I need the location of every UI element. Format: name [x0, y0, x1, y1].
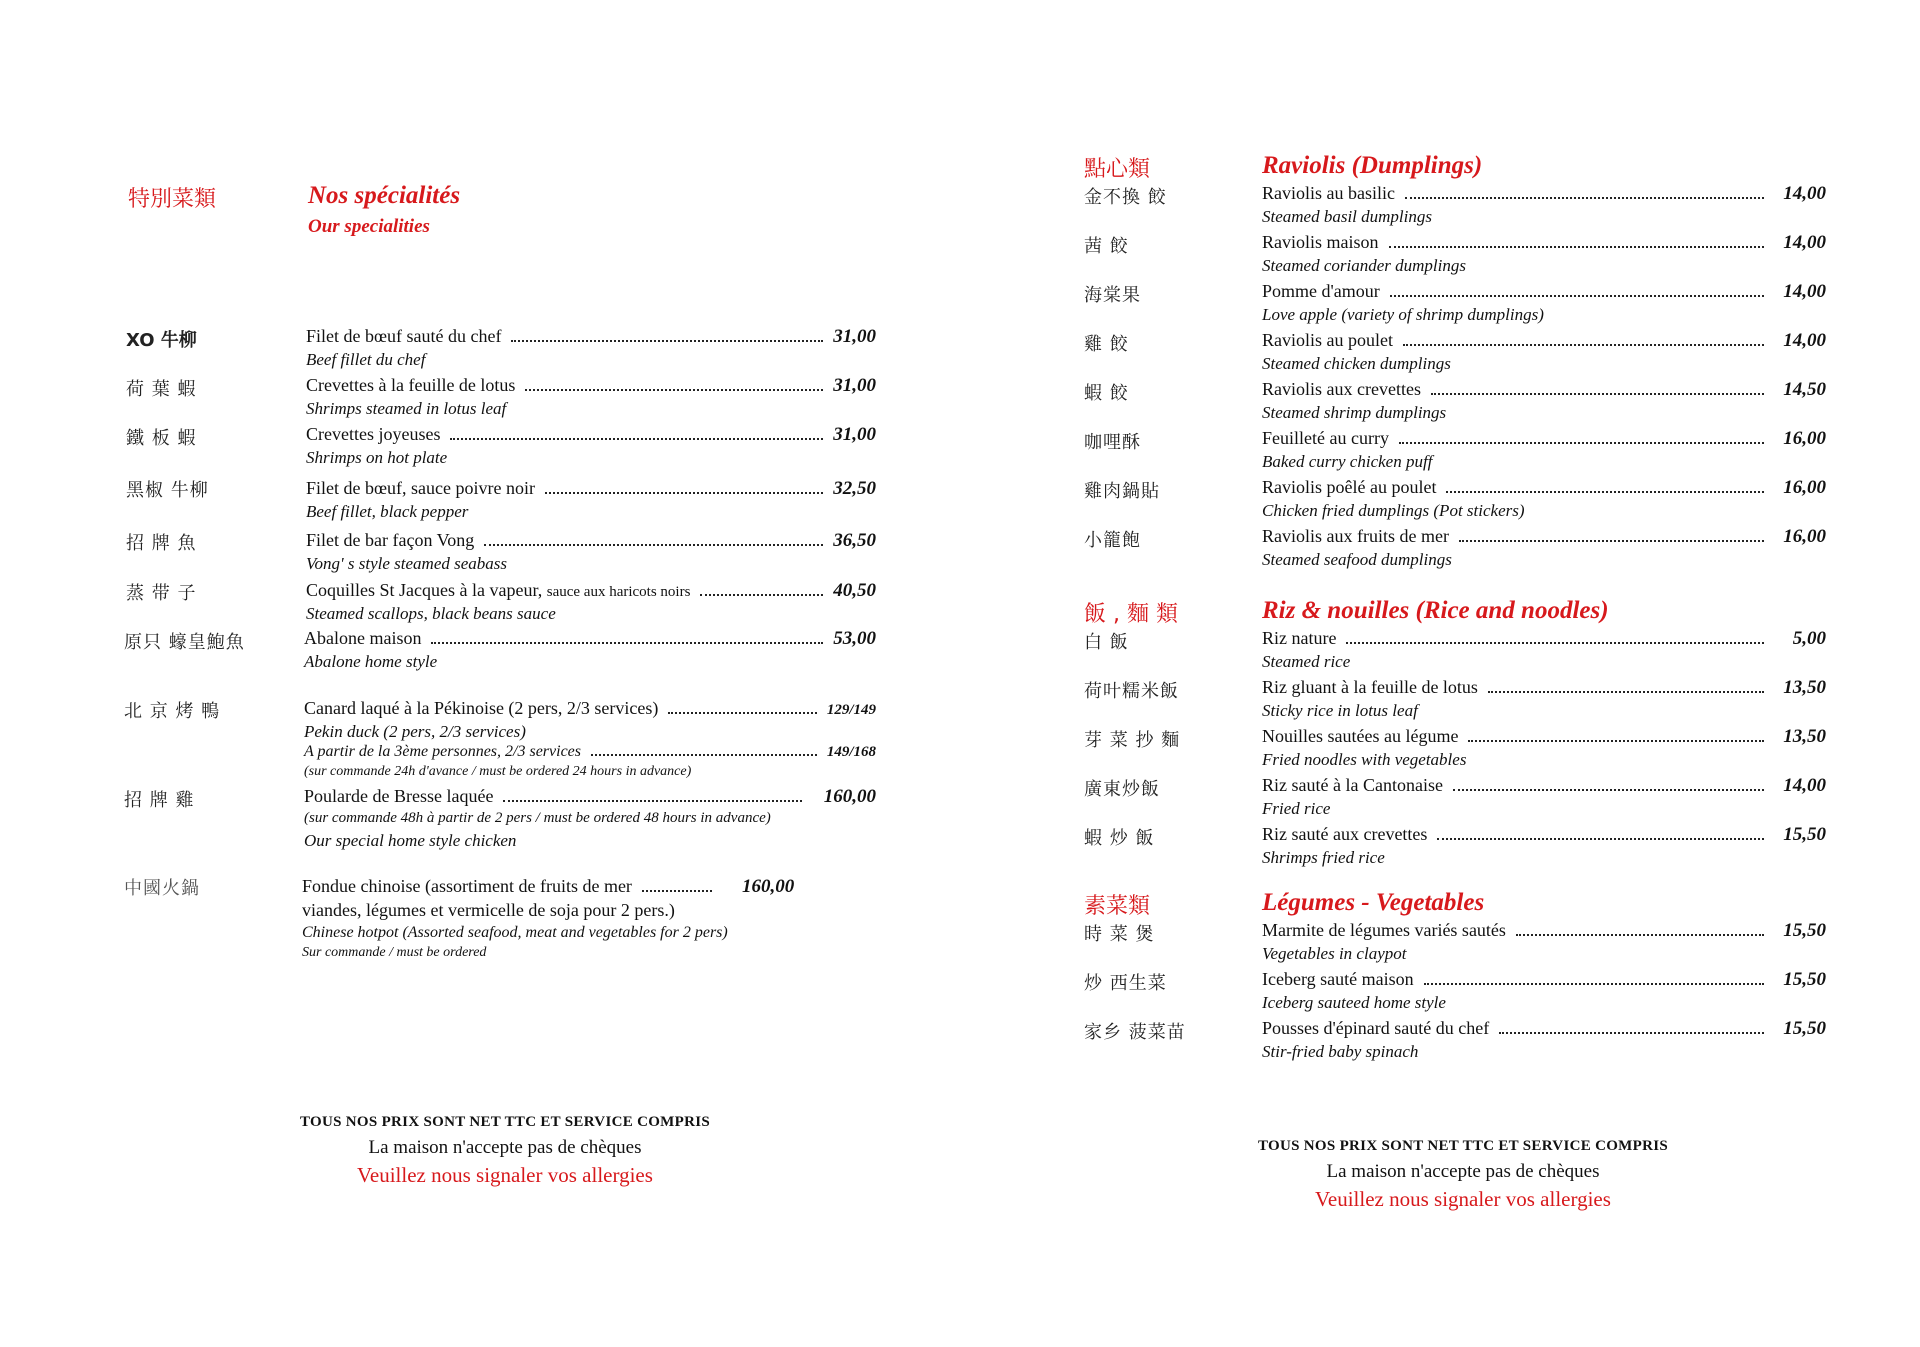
- dish-zh: 芽 菜 抄 麵: [1084, 730, 1181, 751]
- dish-zh: 家乡 菠菜苗: [1084, 1022, 1186, 1043]
- dish-name: Poularde de Bresse laquée: [304, 786, 494, 806]
- dish-english: Pekin duck (2 pers, 2/3 services): [304, 722, 526, 741]
- dish-price: 14,00: [1783, 330, 1826, 351]
- menu-item: [1262, 477, 1826, 524]
- dish-english: Steamed seafood dumplings: [1262, 550, 1452, 569]
- dish-english: Steamed scallops, black beans sauce: [306, 604, 556, 623]
- dish-name: Raviolis aux fruits de mer: [1262, 526, 1449, 546]
- footer-allergies-note: Veuillez nous signaler vos allergies: [357, 1163, 653, 1187]
- dish-price: 160,00: [823, 786, 876, 807]
- dish-zh: XO 牛柳: [126, 330, 197, 351]
- dish-english: Fried rice: [1262, 799, 1331, 818]
- dish-name: Raviolis maison: [1262, 232, 1379, 252]
- dish-english: Chinese hotpot (Assorted seafood, meat and vegetables for 2 pers): [302, 924, 728, 941]
- dish-name-continued: viandes, légumes et vermicelle de soja pour 2 pers.): [302, 900, 675, 920]
- dish-english: Love apple (variety of shrimp dumplings): [1262, 305, 1544, 324]
- dish-zh: 荷叶糯米飯: [1084, 681, 1179, 702]
- dish-zh: 雞肉鍋貼: [1084, 481, 1160, 502]
- dish-zh: 白 飯: [1084, 632, 1129, 653]
- dish-name: Iceberg sauté maison: [1262, 969, 1414, 989]
- footer-cheques-note: La maison n'accepte pas de chèques: [1326, 1161, 1600, 1182]
- menu-item: [1262, 379, 1826, 426]
- dish-name: Riz nature: [1262, 628, 1337, 648]
- dish-zh: 黑椒 牛柳: [126, 480, 209, 501]
- menu-item-chicken: [304, 786, 876, 854]
- dish-price: 14,00: [1783, 281, 1826, 302]
- dish-price: 32,50: [833, 478, 876, 499]
- footer-allergies-note: Veuillez nous signaler vos allergies: [1315, 1187, 1611, 1211]
- footer-cheques-note: La maison n'accepte pas de chèques: [368, 1137, 642, 1158]
- dish-price: 31,00: [833, 375, 876, 396]
- menu-item: [1262, 281, 1826, 328]
- dish-english: Vong' s style steamed seabass: [306, 554, 508, 573]
- dish-note: Sur commande / must be ordered: [302, 945, 487, 960]
- menu-item: [1262, 183, 1826, 230]
- dish-english: Beef fillet du chef: [306, 350, 426, 369]
- dish-price: 14,00: [1783, 232, 1826, 253]
- dish-zh: 北 京 烤 鴨: [124, 701, 221, 722]
- dish-price: 31,00: [833, 424, 876, 445]
- dish-name: Abalone maison: [304, 628, 422, 648]
- dish-name: Canard laqué à la Pékinoise (2 pers, 2/3 services): [304, 698, 659, 718]
- dish-name: Crevettes joyeuses: [306, 424, 441, 444]
- dish-name: Filet de bœuf sauté du chef: [306, 326, 502, 346]
- dish-english: Chicken fried dumplings (Pot stickers): [1262, 501, 1525, 520]
- dish-price: 14,50: [1783, 379, 1826, 400]
- dish-english: Steamed basil dumplings: [1262, 207, 1432, 226]
- menu-item: [1262, 1018, 1826, 1065]
- dish-english: Abalone home style: [304, 652, 438, 671]
- dish-english: Steamed rice: [1262, 652, 1351, 671]
- menu-item: [1262, 677, 1826, 724]
- dish-extra: A partir de la 3ème personnes, 2/3 services: [304, 743, 581, 760]
- section-subtitle-specialities: Our specialities: [308, 216, 430, 237]
- menu-item: [1262, 330, 1826, 377]
- section-zh-specialities: 特別菜類: [128, 187, 217, 212]
- dish-price: 53,00: [833, 628, 876, 649]
- dish-zh: 中國火鍋: [124, 878, 200, 899]
- dish-english: Baked curry chicken puff: [1262, 452, 1433, 471]
- footer-prices-note: TOUS NOS PRIX SONT NET TTC ET SERVICE COMPRIS: [1257, 1138, 1669, 1154]
- dish-zh: 荷 葉 蝦: [126, 379, 197, 400]
- dish-zh: 海棠果: [1084, 285, 1141, 306]
- dish-zh: 雞 餃: [1084, 334, 1129, 355]
- menu-item: [1262, 824, 1826, 871]
- menu-item: [1262, 920, 1826, 967]
- dish-zh: 蝦 餃: [1084, 383, 1129, 404]
- dish-name: Crevettes à la feuille de lotus: [306, 375, 516, 395]
- section-zh: 點心類: [1084, 157, 1151, 182]
- dish-price: 16,00: [1783, 428, 1826, 449]
- dish-name: Raviolis poêlé au poulet: [1262, 477, 1437, 497]
- dish-english: Steamed shrimp dumplings: [1262, 403, 1447, 422]
- dish-zh: 時 菜 煲: [1084, 924, 1155, 945]
- dish-name: Fondue chinoise (assortiment de fruits de mer: [302, 876, 632, 896]
- dish-zh: 鐵 板 蝦: [126, 428, 197, 449]
- dish-name: Pomme d'amour: [1262, 281, 1380, 301]
- dish-english: Our special home style chicken: [304, 831, 517, 850]
- dish-zh: 招 牌 魚: [126, 533, 197, 554]
- dish-english: Sticky rice in lotus leaf: [1262, 701, 1418, 720]
- dish-price: 15,50: [1783, 969, 1826, 990]
- dish-name: Riz gluant à la feuille de lotus: [1262, 677, 1478, 697]
- section-zh: 素菜類: [1084, 894, 1151, 919]
- dish-zh: 招 牌 雞: [124, 790, 195, 811]
- menu-item: [1262, 726, 1826, 773]
- dish-name: Nouilles sautées au légume: [1262, 726, 1459, 746]
- dish-name: [306, 580, 690, 601]
- footer-left: [280, 1114, 730, 1188]
- dish-english: Beef fillet, black pepper: [306, 502, 469, 521]
- dish-price: 36,50: [833, 530, 876, 551]
- dish-price: 15,50: [1783, 920, 1826, 941]
- dish-price: 14,00: [1783, 183, 1826, 204]
- section-zh: 飯 , 麵 類: [1084, 602, 1178, 627]
- dish-price: 15,50: [1783, 824, 1826, 845]
- dish-zh: 金不換 餃: [1084, 187, 1167, 208]
- menu-item: [1262, 428, 1826, 475]
- dish-english: Steamed coriander dumplings: [1262, 256, 1466, 275]
- section-title-specialities: Nos spécialités: [308, 182, 461, 209]
- menu-item: [306, 478, 876, 525]
- dish-english: Shrimps steamed in lotus leaf: [306, 399, 507, 418]
- dish-name: Raviolis au poulet: [1262, 330, 1393, 350]
- menu-item: [306, 580, 876, 627]
- dish-name: Filet de bar façon Vong: [306, 530, 475, 550]
- dish-price: 16,00: [1783, 526, 1826, 547]
- dish-name: Pousses d'épinard sauté du chef: [1262, 1018, 1490, 1038]
- menu-item: [304, 628, 876, 675]
- section-title: Riz & nouilles (Rice and noodles): [1262, 597, 1609, 624]
- dish-name: Marmite de légumes variés sautés: [1262, 920, 1506, 940]
- section-title: Légumes - Vegetables: [1262, 889, 1485, 916]
- dish-name: Raviolis au basilic: [1262, 183, 1395, 203]
- menu-item: [1262, 969, 1826, 1016]
- menu-item: [306, 530, 876, 577]
- dish-english: Fried noodles with vegetables: [1262, 750, 1467, 769]
- menu-item: [1262, 775, 1826, 822]
- footer-prices-note: TOUS NOS PRIX SONT NET TTC ET SERVICE COMPRIS: [299, 1114, 711, 1130]
- dish-price: 160,00: [741, 876, 795, 897]
- dish-name: Riz sauté aux crevettes: [1262, 824, 1428, 844]
- dish-zh: 小籠飽: [1084, 530, 1141, 551]
- dish-extra-price: 149/168: [826, 744, 876, 760]
- dish-zh: 炒 西生菜: [1084, 973, 1167, 994]
- dish-english: Iceberg sauteed home style: [1262, 993, 1446, 1012]
- dish-zh: 蒸 带 子: [126, 583, 197, 604]
- dish-name-sauce: sauce aux haricots noirs: [546, 584, 691, 600]
- dish-name-main: Coquilles St Jacques à la vapeur,: [306, 580, 543, 600]
- footer-right: [1238, 1138, 1688, 1212]
- dish-price: 31,00: [833, 326, 876, 347]
- dish-zh: 茜 餃: [1084, 236, 1129, 257]
- dish-price: 40,50: [833, 580, 876, 601]
- menu-item-duck: [304, 698, 876, 783]
- menu-item: [306, 326, 876, 373]
- dish-english: Shrimps fried rice: [1262, 848, 1385, 867]
- dish-zh: 廣東炒飯: [1084, 779, 1160, 800]
- dish-name: Raviolis aux crevettes: [1262, 379, 1421, 399]
- dish-price: 14,00: [1783, 775, 1826, 796]
- dish-note: (sur commande 24h d'avance / must be ordered 24 hours in advance): [304, 764, 692, 779]
- dish-price: 13,50: [1783, 677, 1826, 698]
- menu-item: [1262, 628, 1826, 675]
- dish-english: Stir-fried baby spinach: [1262, 1042, 1419, 1061]
- dish-note: (sur commande 48h à partir de 2 pers / must be ordered 48 hours in advance): [304, 810, 771, 826]
- menu-item-fondue: [302, 876, 876, 964]
- dish-english: Steamed chicken dumplings: [1262, 354, 1451, 373]
- menu-item: [306, 375, 876, 422]
- menu-item: [306, 424, 876, 471]
- menu-item: [1262, 232, 1826, 279]
- dish-price: 16,00: [1783, 477, 1826, 498]
- dish-name: Riz sauté à la Cantonaise: [1262, 775, 1443, 795]
- dish-price: 13,50: [1783, 726, 1826, 747]
- dish-zh: 蝦 炒 飯: [1084, 828, 1155, 849]
- menu-item: [1262, 526, 1826, 573]
- dish-english: Shrimps on hot plate: [306, 448, 448, 467]
- section-title: Raviolis (Dumplings): [1262, 152, 1483, 179]
- dish-zh: 原只 蠔皇鮑魚: [124, 632, 245, 653]
- dish-english: Vegetables in claypot: [1262, 944, 1407, 963]
- dish-name: Filet de bœuf, sauce poivre noir: [306, 478, 535, 498]
- dish-name: Feuilleté au curry: [1262, 428, 1389, 448]
- dish-price: 15,50: [1783, 1018, 1826, 1039]
- dish-zh: 咖哩酥: [1084, 432, 1141, 453]
- dish-price: 129/149: [826, 702, 876, 718]
- dish-price: 5,00: [1792, 628, 1826, 649]
